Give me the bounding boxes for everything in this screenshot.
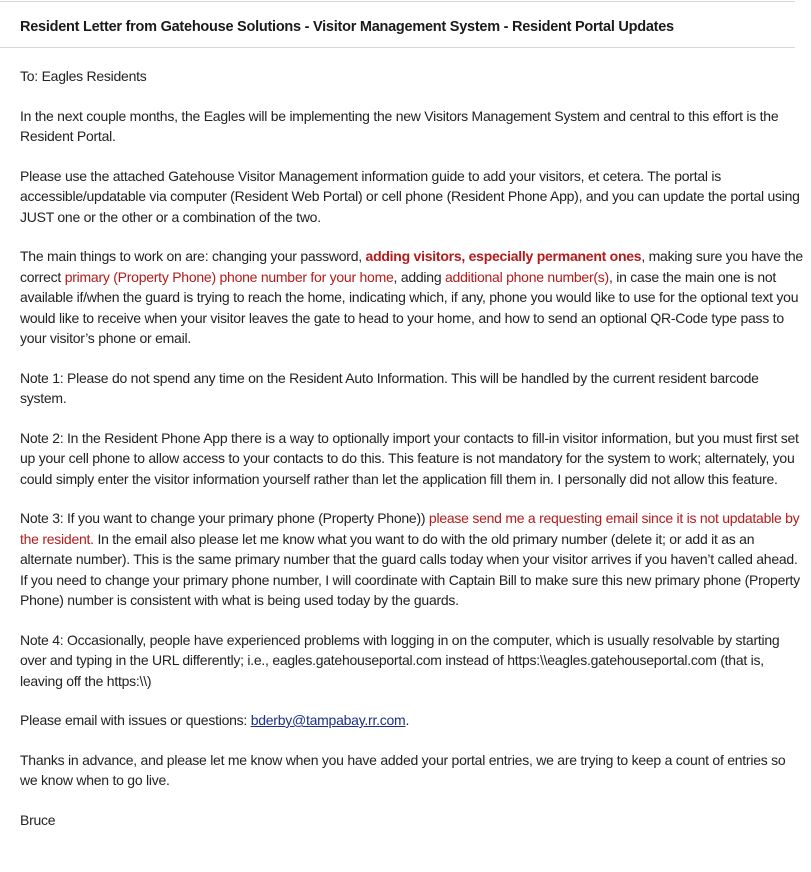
highlight-primary-phone: primary (Property Phone) phone number for your home [64, 268, 394, 285]
highlight-additional-phone: additional phone number(s) [445, 268, 609, 285]
highlight-send-email: please send me a requesting email since it is not updatable by the resident. [20, 510, 800, 547]
contact-text: Please email with issues or questions: [20, 712, 251, 728]
thanks-paragraph: Thanks in advance, and please let me know when you have added your portal entries, we are trying to keep a count of entries so we know when to go live. [20, 751, 786, 788]
note-1: Note 1: Please do not spend any time on the Resident Auto Information. This will be handled by the current resident barcode system. [20, 369, 759, 406]
letter-body [20, 66, 805, 849]
main-tasks-paragraph [20, 246, 805, 349]
text: The main things to work on are: changing your password, [20, 248, 366, 264]
email-link[interactable]: bderby@tampabay.rr.com [250, 712, 406, 728]
highlight-adding-visitors: adding visitors, especially permanent ones [365, 248, 642, 264]
text: Note 3: If you want to change your primary phone (Property Phone)) [20, 510, 429, 526]
title-divider [0, 47, 795, 48]
text: . [405, 712, 410, 728]
note-4: Note 4: Occasionally, people have experienced problems with logging in on the computer, which is usually resolvable by starting over and typing in the URL differently; i.e., eagles.gatehouseportal.com instead of https:\\eagles.gatehouseportal.com (that is, leaving off the https:\\) [20, 631, 780, 689]
recipient-line: To: Eagles Residents [20, 68, 147, 84]
intro-paragraph: In the next couple months, the Eagles will be implementing the new Visitors Management System and central to this effort is the Resident Portal. [20, 107, 779, 144]
text: , adding [393, 268, 446, 285]
contact-line [20, 710, 805, 731]
letter-title: Resident Letter from Gatehouse Solutions - Visitor Management System - Resident Portal Updates [20, 19, 674, 35]
top-divider [0, 1, 795, 2]
note-2: Note 2: In the Resident Phone App there is a way to optionally import your contacts to fill-in visitor information, but you must first set up your cell phone to allow access to your contacts to do this. This feature is not mandatory for the system to work; alternately, you could simply enter the visitor information yourself rather than let the application fill them in. I personally did not allow this feature. [20, 429, 799, 487]
text: In the email also please let me know what you want to do with the old primary number (delete it; or add it as an alternate number). This is the same primary number that the guard calls today when your visitor arrives if you haven’t called ahead. If you need to change your primary phone number, I will coordinate with Captain Bill to make sure this new primary phone (Property Phone) number is consistent with what is being used today by the guards. [20, 530, 800, 608]
note-3 [20, 508, 805, 611]
text: , in case the main one is not available if/when the guard is trying to reach the home, indicating which, if any, phone you would like to use for the optional text you would like to receive when your visitor leaves the gate to head to your home, and how to send an optional QR-Code type pass to your visitor’s phone or email. [20, 268, 799, 346]
text: , making sure you have the correct [20, 248, 803, 285]
portal-paragraph: Please use the attached Gatehouse Visitor Management information guide to add your visitors, et cetera. The portal is accessible/updatable via computer (Resident Web Portal) or cell phone (Resident Phone App), and you can update the portal using JUST one or the other or a combination of the two. [20, 167, 800, 225]
signature: Bruce [20, 811, 56, 828]
